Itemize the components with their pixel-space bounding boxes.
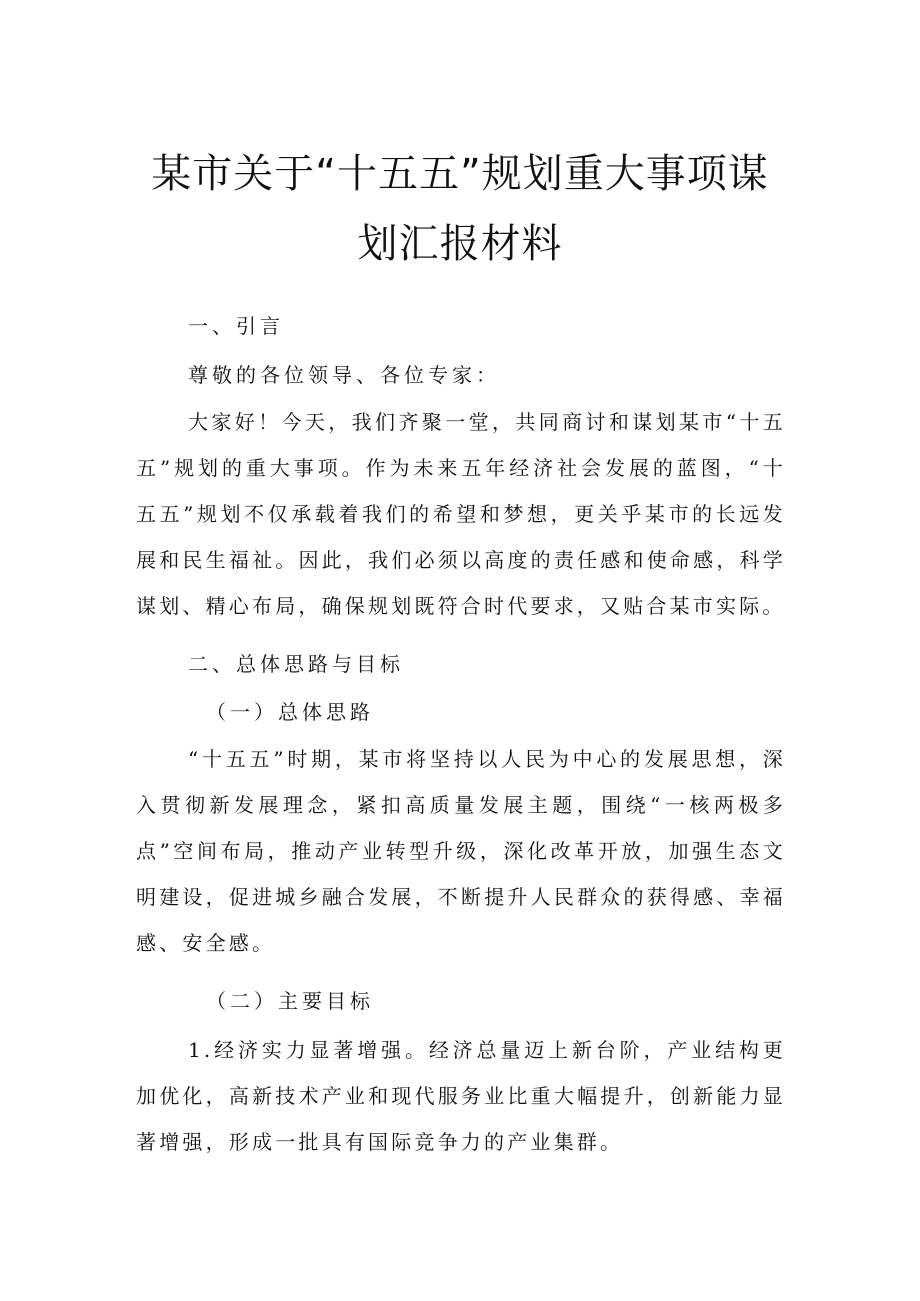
subsection-heading-main-goals: （二）主要目标 <box>206 989 374 1013</box>
intro-paragraph: 大家好！今天，我们齐聚一堂，共同商讨和谋划某市“十五五”规划的重大事项。作为未来五年经济社会发展的蓝图，“十五五”规划不仅承载着我们的希望和梦想，更关乎某市的长远发展和民生福祉。因此，我们必须以高度的责任感和使命感，科学谋划、精心布局，确保规划既符合时代要求，又贴合某市实际。 <box>136 410 786 618</box>
greeting-line: 尊敬的各位领导、各位专家： <box>188 363 500 387</box>
section-heading-introduction: 一、引言 <box>188 314 284 338</box>
subsection-heading-overall-approach: （一）总体思路 <box>206 700 374 724</box>
goal-1-paragraph: 1.经济实力显著增强。经济总量迈上新台阶，产业结构更加优化，高新技术产业和现代服务业比重大幅提升，创新能力显著增强，形成一批具有国际竞争力的产业集群。 <box>136 1038 786 1154</box>
overall-approach-paragraph: “十五五”时期，某市将坚持以人民为中心的发展思想，深入贯彻新发展理念，紧扣高质量发展主题，围绕“一核两极多点”空间布局，推动产业转型升级，深化改革开放，加强生态文明建设，促进城乡融合发展，不断提升人民群众的获得感、幸福感、安全感。 <box>136 747 786 955</box>
section-heading-overall: 二、总体思路与目标 <box>188 652 404 676</box>
document-title-line-1: 某市关于“十五五”规划重大事项谋 <box>151 151 769 197</box>
document-title-line-2: 划汇报材料 <box>357 221 563 267</box>
